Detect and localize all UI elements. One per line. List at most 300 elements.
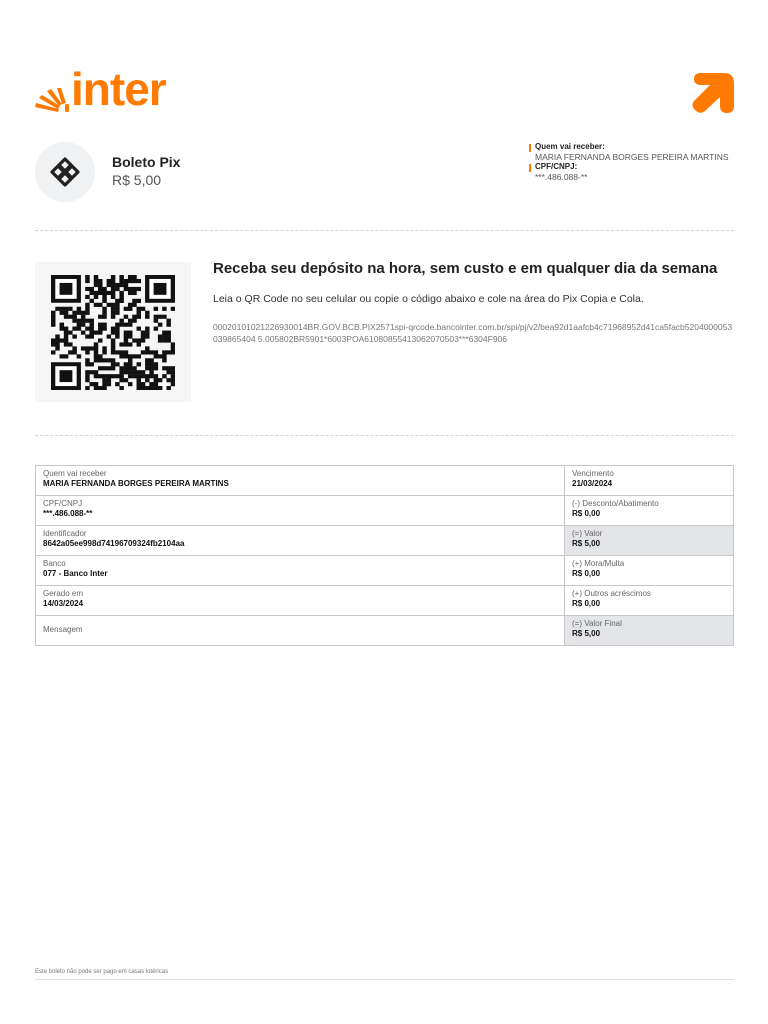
other-additions-value: R$ 0,00: [572, 599, 601, 608]
qr-module: [98, 283, 102, 287]
qr-module: [111, 287, 115, 291]
qr-module: [77, 323, 81, 327]
qr-module: [166, 334, 170, 338]
qr-module: [171, 342, 175, 346]
qr-module: [64, 354, 68, 358]
qr-module: [94, 374, 98, 378]
qr-module: [128, 303, 132, 307]
qr-module: [98, 291, 102, 295]
qr-module: [128, 358, 132, 362]
qr-module: [149, 362, 153, 366]
qr-module: [51, 319, 55, 323]
qr-module: [128, 319, 132, 323]
qr-module: [124, 279, 128, 283]
qr-module: [166, 370, 170, 374]
qr-module: [154, 386, 158, 390]
qr-module: [149, 382, 153, 386]
qr-module: [141, 382, 145, 386]
qr-module: [94, 358, 98, 362]
qr-module: [132, 374, 136, 378]
qr-module: [141, 307, 145, 311]
qr-module: [162, 331, 166, 335]
qr-module: [149, 358, 153, 362]
qr-module: [72, 346, 76, 350]
qr-module: [102, 386, 106, 390]
qr-module: [141, 350, 145, 354]
qr-module: [128, 366, 132, 370]
qr-module: [85, 279, 89, 283]
qr-module: [85, 303, 89, 307]
due-date-value: 21/03/2024: [572, 479, 613, 488]
qr-module: [64, 327, 68, 331]
qr-module: [119, 279, 123, 283]
qr-module: [72, 334, 76, 338]
qr-module: [111, 362, 115, 366]
qr-module: [64, 338, 68, 342]
table-cell: [565, 616, 733, 645]
qr-module: [60, 338, 64, 342]
table-row: [36, 495, 733, 525]
qr-module: [98, 315, 102, 319]
qr-module: [107, 291, 111, 295]
qr-module: [89, 370, 93, 374]
accent-bar: [529, 144, 531, 152]
qr-module: [137, 354, 141, 358]
qr-module: [141, 334, 145, 338]
qr-module: [149, 370, 153, 374]
qr-module: [68, 307, 72, 311]
qr-module: [166, 378, 170, 382]
qr-module: [107, 334, 111, 338]
qr-module: [128, 370, 132, 374]
qr-module: [166, 323, 170, 327]
qr-module: [132, 291, 136, 295]
qr-module: [98, 303, 102, 307]
qr-module: [111, 350, 115, 354]
summary-cpf-label: CPF/CNPJ:: [535, 162, 578, 171]
qr-module: [137, 311, 141, 315]
qr-module: [162, 354, 166, 358]
qr-module: [141, 374, 145, 378]
qr-module: [81, 319, 85, 323]
qr-module: [137, 362, 141, 366]
qr-module: [132, 299, 136, 303]
qr-module: [115, 303, 119, 307]
qr-module: [171, 382, 175, 386]
qr-module: [85, 346, 89, 350]
qr-module: [124, 331, 128, 335]
qr-module: [128, 362, 132, 366]
qr-module: [60, 354, 64, 358]
qr-module: [64, 334, 68, 338]
generated-label: Gerado em: [43, 589, 84, 598]
qr-module: [115, 299, 119, 303]
qr-module: [171, 307, 175, 311]
qr-module: [115, 283, 119, 287]
qr-module: [119, 275, 123, 279]
inter-logo: [35, 63, 195, 115]
pix-heading: Receba seu depósito na hora, sem custo e em qualquer dia da semana: [213, 260, 718, 277]
table-row: [36, 525, 733, 555]
qr-module: [94, 291, 98, 295]
qr-module: [94, 342, 98, 346]
qr-module: [111, 291, 115, 295]
final-value-value: R$ 5,00: [572, 629, 601, 638]
qr-module: [124, 334, 128, 338]
divider: [35, 435, 734, 436]
due-date-label: Vencimento: [572, 469, 614, 478]
qr-module: [119, 283, 123, 287]
qr-module: [162, 358, 166, 362]
sun-rays-icon: [35, 82, 69, 112]
qr-module: [132, 279, 136, 283]
qr-module: [132, 287, 136, 291]
qr-module: [102, 307, 106, 311]
qr-module: [145, 362, 149, 366]
qr-module: [51, 350, 55, 354]
accent-bar: [529, 164, 531, 172]
qr-module: [124, 350, 128, 354]
qr-module: [124, 362, 128, 366]
qr-module: [115, 331, 119, 335]
table-row: [36, 615, 733, 645]
qr-module: [154, 327, 158, 331]
qr-module: [102, 346, 106, 350]
qr-module: [166, 338, 170, 342]
qr-module: [132, 319, 136, 323]
qr-module: [107, 358, 111, 362]
qr-module: [158, 354, 162, 358]
qr-module: [128, 291, 132, 295]
qr-module: [98, 338, 102, 342]
receiver-label: Quem vai receber: [43, 469, 107, 478]
qr-module: [72, 311, 76, 315]
qr-module: [64, 331, 68, 335]
qr-module: [119, 319, 123, 323]
pix-icon: [49, 156, 81, 188]
qr-module: [115, 334, 119, 338]
qr-module: [102, 323, 106, 327]
qr-module: [81, 331, 85, 335]
qr-module: [119, 374, 123, 378]
qr-module: [94, 382, 98, 386]
qr-module: [137, 338, 141, 342]
qr-module: [98, 287, 102, 291]
brand-wordmark: inter: [71, 63, 166, 115]
qr-module: [128, 323, 132, 327]
qr-module: [132, 303, 136, 307]
qr-module: [154, 319, 158, 323]
qr-module: [51, 323, 55, 327]
qr-module: [102, 358, 106, 362]
qr-module: [85, 319, 89, 323]
qr-module: [60, 323, 64, 327]
pix-avatar: [35, 142, 95, 202]
qr-module: [111, 315, 115, 319]
qr-module: [68, 342, 72, 346]
qr-module: [107, 303, 111, 307]
qr-module: [77, 307, 81, 311]
qr-module: [111, 303, 115, 307]
summary-receiver-label: Quem vai receber:: [535, 142, 605, 151]
qr-module: [128, 382, 132, 386]
qr-module: [171, 366, 175, 370]
qr-module: [68, 331, 72, 335]
qr-module: [85, 295, 89, 299]
qr-module: [102, 311, 106, 315]
qr-module: [102, 374, 106, 378]
qr-module: [111, 374, 115, 378]
boleto-details-table: [35, 465, 734, 646]
qr-module: [115, 287, 119, 291]
qr-module: [124, 354, 128, 358]
qr-module: [55, 307, 59, 311]
table-cell: [36, 496, 565, 525]
qr-module: [166, 331, 170, 335]
qr-module: [89, 327, 93, 331]
table-cell: [565, 586, 733, 615]
qr-module: [85, 358, 89, 362]
bank-label: Banco: [43, 559, 66, 568]
qr-module: [124, 287, 128, 291]
qr-module: [111, 346, 115, 350]
qr-module: [128, 334, 132, 338]
qr-module: [55, 338, 59, 342]
qr-module: [111, 307, 115, 311]
qr-module: [145, 346, 149, 350]
qr-module: [81, 315, 85, 319]
qr-module: [64, 342, 68, 346]
qr-module: [102, 291, 106, 295]
qr-module: [158, 378, 162, 382]
footer-note: Este boleto não pode ser pago em casas lotéricas: [35, 969, 169, 975]
qr-module: [102, 378, 106, 382]
pix-copy-paste-code[interactable]: 00020101021226930014BR.GOV.BCB.PIX2571spi-qrcode.bancointer.com.br/spi/pj/v2/bea92d1aafcb4c71968952d41ca5facb5204000053039865404 5.005802BR5901*6003POA61080855413062070503***6304F906: [213, 322, 733, 344]
qr-module: [145, 378, 149, 382]
qr-module: [94, 370, 98, 374]
qr-module: [89, 362, 93, 366]
table-cell: [565, 466, 733, 495]
qr-module: [85, 378, 89, 382]
qr-module: [94, 275, 98, 279]
qr-module: [94, 283, 98, 287]
qr-module: [124, 342, 128, 346]
qr-module: [154, 362, 158, 366]
qr-module: [132, 275, 136, 279]
qr-module: [89, 323, 93, 327]
qr-module: [77, 311, 81, 315]
qr-module: [68, 315, 72, 319]
qr-module: [154, 354, 158, 358]
qr-module: [107, 366, 111, 370]
qr-module: [119, 370, 123, 374]
qr-module: [85, 307, 89, 311]
qr-module: [89, 299, 93, 303]
boleto-title: Boleto Pix: [112, 154, 181, 170]
message-label: Mensagem: [43, 625, 83, 634]
divider: [35, 230, 734, 231]
qr-module: [124, 378, 128, 382]
qr-module: [119, 323, 123, 327]
qr-module: [85, 334, 89, 338]
qr-module: [94, 386, 98, 390]
qr-module: [149, 350, 153, 354]
qr-module: [51, 338, 55, 342]
qr-module: [115, 323, 119, 327]
qr-finder-pattern: [60, 370, 73, 382]
qr-module: [171, 378, 175, 382]
qr-module: [132, 315, 136, 319]
qr-module: [137, 287, 141, 291]
qr-module: [137, 370, 141, 374]
qr-module: [145, 331, 149, 335]
qr-module: [154, 307, 158, 311]
qr-module: [137, 378, 141, 382]
qr-module: [51, 311, 55, 315]
qr-module: [137, 299, 141, 303]
qr-module: [94, 279, 98, 283]
qr-module: [119, 366, 123, 370]
qr-module: [154, 350, 158, 354]
qr-module: [124, 307, 128, 311]
cpf-label: CPF/CNPJ: [43, 499, 83, 508]
qr-module: [115, 362, 119, 366]
qr-module: [111, 358, 115, 362]
qr-module: [107, 374, 111, 378]
qr-module: [98, 374, 102, 378]
qr-module: [124, 283, 128, 287]
qr-module: [119, 342, 123, 346]
table-cell: [565, 526, 733, 555]
qr-module: [89, 331, 93, 335]
qr-module: [154, 366, 158, 370]
identifier-value: 8642a05ee998d74196709324fb2104aa: [43, 539, 185, 548]
qr-module: [149, 374, 153, 378]
qr-module: [85, 311, 89, 315]
qr-module: [115, 311, 119, 315]
qr-module: [94, 350, 98, 354]
qr-module: [115, 307, 119, 311]
qr-module: [166, 386, 170, 390]
qr-module: [158, 315, 162, 319]
table-row: [36, 466, 733, 495]
table-cell: [565, 556, 733, 585]
qr-module: [124, 366, 128, 370]
inter-arrow-icon: [691, 73, 734, 113]
qr-module: [85, 275, 89, 279]
qr-module: [60, 327, 64, 331]
qr-module: [145, 366, 149, 370]
qr-module: [124, 323, 128, 327]
qr-module: [154, 315, 158, 319]
qr-module: [154, 374, 158, 378]
qr-module: [166, 319, 170, 323]
qr-module: [81, 311, 85, 315]
qr-module: [107, 382, 111, 386]
qr-module: [111, 331, 115, 335]
qr-module: [72, 319, 76, 323]
qr-module: [85, 374, 89, 378]
qr-module: [98, 354, 102, 358]
qr-module: [102, 350, 106, 354]
qr-module: [98, 327, 102, 331]
qr-module: [137, 279, 141, 283]
qr-module: [102, 366, 106, 370]
qr-code-panel: [35, 262, 191, 402]
qr-module: [145, 327, 149, 331]
qr-module: [137, 342, 141, 346]
qr-module: [145, 315, 149, 319]
qr-module: [119, 350, 123, 354]
qr-module: [145, 334, 149, 338]
qr-module: [162, 334, 166, 338]
qr-module: [51, 342, 55, 346]
qr-module: [132, 370, 136, 374]
qr-module: [119, 291, 123, 295]
qr-module: [171, 370, 175, 374]
qr-module: [158, 386, 162, 390]
qr-code-image: [51, 275, 175, 390]
qr-module: [85, 350, 89, 354]
qr-module: [102, 315, 106, 319]
qr-module: [94, 331, 98, 335]
qr-module: [72, 315, 76, 319]
qr-module: [51, 315, 55, 319]
qr-module: [72, 350, 76, 354]
qr-module: [72, 327, 76, 331]
qr-module: [94, 346, 98, 350]
qr-module: [94, 354, 98, 358]
qr-module: [85, 327, 89, 331]
qr-module: [171, 374, 175, 378]
qr-module: [89, 319, 93, 323]
identifier-label: Identificador: [43, 529, 87, 538]
qr-module: [128, 275, 132, 279]
qr-module: [154, 382, 158, 386]
qr-module: [102, 299, 106, 303]
qr-module: [64, 315, 68, 319]
qr-module: [132, 366, 136, 370]
qr-module: [64, 311, 68, 315]
value-value: R$ 5,00: [572, 539, 601, 548]
other-additions-label: (+) Outros acréscimos: [572, 589, 651, 598]
qr-module: [162, 338, 166, 342]
qr-module: [102, 295, 106, 299]
qr-module: [145, 386, 149, 390]
qr-module: [77, 327, 81, 331]
qr-module: [162, 366, 166, 370]
qr-module: [107, 279, 111, 283]
table-cell: [36, 616, 565, 645]
qr-module: [55, 334, 59, 338]
qr-module: [137, 374, 141, 378]
qr-module: [141, 331, 145, 335]
qr-module: [128, 307, 132, 311]
qr-module: [119, 354, 123, 358]
qr-module: [111, 279, 115, 283]
qr-module: [149, 366, 153, 370]
qr-module: [64, 307, 68, 311]
qr-module: [119, 295, 123, 299]
qr-module: [158, 338, 162, 342]
qr-module: [141, 386, 145, 390]
value-label: (=) Valor: [572, 529, 603, 538]
receiver-value: MARIA FERNANDA BORGES PEREIRA MARTINS: [43, 479, 229, 488]
qr-module: [68, 350, 72, 354]
qr-finder-pattern: [154, 283, 167, 295]
qr-module: [124, 370, 128, 374]
qr-module: [55, 346, 59, 350]
